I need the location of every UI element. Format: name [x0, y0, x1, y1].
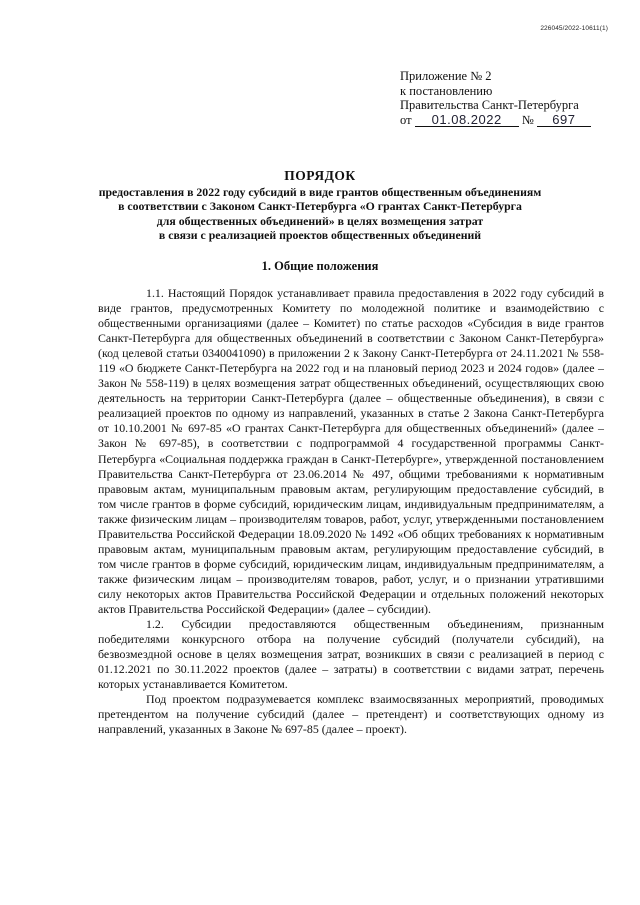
subtitle-line: для общественных объединений» в целях возмещения затрат — [156, 213, 484, 228]
annex-number: 697 — [552, 111, 576, 127]
annex-from-label: от — [400, 112, 412, 127]
annex-number-label: № — [521, 112, 534, 127]
annex-date-line — [400, 113, 591, 128]
subtitle-line: в связи с реализацией проектов общественных объединений — [158, 227, 482, 242]
paragraph-project-definition: Под проектом подразумевается комплекс взаимосвязанных мероприятий, проводимых претендентом на получение субсидий (далее – претендент) и соответствующих одному из направлений, указанных в Законе № 697-85 (далее – проект). — [98, 692, 604, 737]
paragraph-1-2: 1.2. Субсидии предоставляются общественным объединениям, признанным победителями конкурсного отбора на получение субсидий (получатели субсидий), на безвозмездной основе в целях возмещения затрат, возникших в связи с реализацией в период с 01.12.2021 по 30.11.2022 проектов (далее – затраты) в соответствии с видами затрат, перечень которых устанавливается Комитетом. — [98, 617, 604, 692]
annex-date: 01.08.2022 — [431, 111, 502, 127]
annex-block — [400, 69, 591, 127]
annex-resolution-label: к постановлению — [400, 83, 493, 98]
document-registration-number: 226045/2022-10611(1) — [540, 25, 608, 32]
subtitle-line: в соответствии с Законом Санкт-Петербурга «О грантах Санкт-Петербурга — [118, 199, 522, 214]
section-heading: 1. Общие положения — [261, 259, 379, 273]
paragraph-1-1: 1.1. Настоящий Порядок устанавливает правила предоставления в 2022 году субсидий в виде грантов, предусмотренных Комитету по молодежной политике и взаимодействию с общественными организациями (далее – Комитет) по статье расходов «Субсидия в виде грантов Санкт-Петербурга для общественных объединений в соответствии с Законом Санкт-Петербурга» (код целевой статьи 0340041090) в приложении 2 к Закону Санкт-Петербурга от 24.11.2021 № 558-119 «О бюджете Санкт-Петербурга на 2022 год и на плановый период 2023 и 2024 годов» (далее – Закон № 558-119) в целях возмещения затрат общественных объединений, осуществляющих свою деятельность на территории Санкт-Петербурга (далее – общественные объединения), в связи с реализацией проектов по одному из направлений, указанных в статье 2 Закона Санкт-Петербурга от 10.10.2001 № 697-85 «О грантах Санкт-Петербурга для общественных объединений» (далее – Закон № 697-85), в соответствии с подпрограммой 4 государственной программы Санкт-Петербурга «Социальная поддержка граждан в Санкт-Петербурге», утвержденной постановлением Правительства Санкт-Петербурга от 23.06.2014 № 497, общими требованиями к нормативным правовым актам, муниципальным правовым актам, регулирующим предоставление субсидий, в том числе грантов в форме субсидий, юридическим лицам, индивидуальным предпринимателям, а также физическим лицам – производителям товаров, работ, услуг, утвержденными постановлением Правительства Российской Федерации 18.09.2020 № 1492 «Об общих требованиях к нормативным правовым актам, муниципальным правовым актам, регулирующим предоставление субсидий, в том числе грантов в форме субсидий, юридическим лицам, индивидуальным предпринимателям, а также физическим лицам – производителям товаров, работ, услуг, и о признании утратившими силу некоторых актов Правительства Российской Федерации и отдельных положений некоторых актов Правительства Российской Федерации» (далее – субсидии). — [98, 286, 604, 616]
section-body — [98, 286, 604, 737]
document-subtitle — [60, 185, 580, 242]
subtitle-line: предоставления в 2022 году субсидий в виде грантов общественным объединениям — [98, 185, 542, 199]
document-title: ПОРЯДОК — [284, 168, 356, 183]
annex-government: Правительства Санкт-Петербурга — [400, 98, 579, 112]
annex-title: Приложение № 2 — [400, 69, 492, 83]
